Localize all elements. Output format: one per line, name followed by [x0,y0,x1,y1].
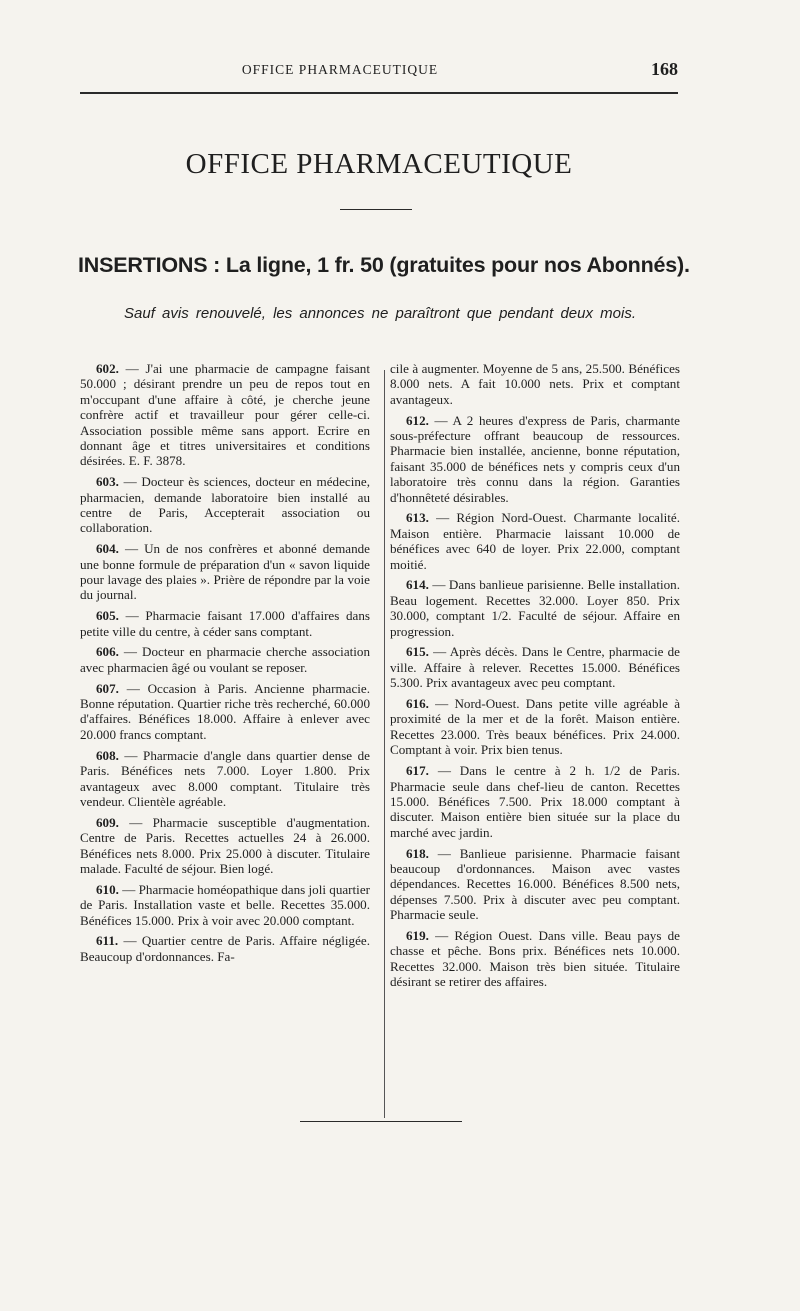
ad-text: — J'ai une pharmacie de campagne faisant 50.000 ; désirant prendre un peu de repos tout en m'occupant d'une affaire à côté, je cherche jeune confrère actif et travailleur pour gérer celle-ci. Association possible même sans apport. Ecrire en donnant âge et titres universitaires et conditions désirées. E. F. 3878. [80,361,370,469]
ad-number: 616. [406,696,429,712]
ad-number: 609. [96,814,119,830]
ad-text: — Après décès. Dans le Centre, pharmacie de ville. Affaire à relever. Recettes 15.000. Bénéfices 5.300. Prix avantageux avec peu comptant. [390,644,680,691]
ad-entry [390,696,680,758]
ad-text: — Région Nord-Ouest. Charmante localité. Maison entière. Pharmacie laissant 10.000 de bénéfices avec 640 de loyer. Prix 22.000, comptant moitié. [390,510,680,572]
ad-entry [80,541,370,603]
ad-entry [80,748,370,810]
ad-number: 612. [406,412,429,428]
ad-text: — Nord-Ouest. Dans petite ville agréable à proximité de la mer et de la forêt. Maison entière. Recettes 23.000. Très beaux bénéfices. Prix 24.000. Comptant à voir. Prix bien tenus. [390,696,680,758]
ad-entry [390,510,680,572]
ad-text: — Pharmacie susceptible d'augmentation. Centre de Paris. Recettes actuelles 24 à 26.000. Bénéfices nets 8.000. Prix 25.000 à discuter. Titulaire malade. Faculté de séjour. Bien logé. [80,814,370,876]
ad-text: — Pharmacie d'angle dans quartier dense de Paris. Bénéfices nets 7.000. Loyer 1.800. Prix avantageux avec 8.000 comptant. Titulaire très vendeur. Clientèle agréable. [80,747,370,809]
ad-text: — Banlieue parisienne. Pharmacie faisant beaucoup d'ordonnances. Maison avec vastes dépendances. Recettes 16.000. Bénéfices 8.500 nets, dépenses 7.500. Prix à discuter avec peu comptant. Pharmacie seule. [390,845,680,923]
ad-entry-continued [390,361,680,407]
ad-text: — Dans banlieue parisienne. Belle installation. Beau logement. Recettes 32.000. Loyer 850. Prix 30.000, comptant 1/2. Faculté de séjour. Affaire en progression. [390,577,680,639]
ad-text: — Docteur ès sciences, docteur en médecine, pharmacien, demande laboratoire bien installé au centre de Paris, Accepterait association ou collaboration. [80,474,370,536]
column-divider [384,370,385,1118]
ad-entry [390,846,680,923]
ad-entry [80,681,370,743]
ad-text: — A 2 heures d'express de Paris, charmante sous-préfecture offrant beaucoup de ressources. Pharmacie bien installée, ancienne, bonne réputation, faisant 35.000 de bénéfices nets y compris ceux d'un laboratoire très connu dans la région. Garanties d'honnêteté désirables. [390,412,680,505]
ad-text: — Pharmacie faisant 17.000 d'affaires dans petite ville du centre, à céder sans comptant. [80,608,370,639]
ad-entry [80,644,370,675]
running-title: OFFICE PHARMACEUTIQUE [241,62,439,77]
page-title: OFFICE PHARMACEUTIQUE [185,148,573,180]
ad-text: — Dans le centre à 2 h. 1/2 de Paris. Pharmacie seule dans chef-lieu de canton. Recettes 15.000. Bénéfices 7.500. Prix 18.000 comptant à discuter. Maison entière bien située sur la place du marché avec jardin. [390,763,680,840]
ad-number: 603. [96,474,119,490]
header-rule [80,92,678,94]
running-head [80,59,678,82]
ad-entry [80,474,370,536]
left-column [80,361,370,970]
ad-number: 605. [96,608,119,624]
ad-number: 614. [406,577,429,593]
ad-number: 604. [96,541,119,557]
ad-entry [390,763,680,840]
ad-entry [80,608,370,639]
notice: Sauf avis renouvelé, les annonces ne paraîtront que pendant deux mois. [124,305,636,322]
ad-text: — Région Ouest. Dans ville. Beau pays de chasse et pêche. Bons prix. Bénéfices nets 10.000. Recettes 32.000. Maison très bien située. Titulaire désirant se retirer des affaires. [390,927,680,990]
ad-text: — Pharmacie homéopathique dans joli quartier de Paris. Installation vaste et belle. Recettes 35.000. Bénéfices 15.000. Prix à voir avec 20.000 comptant. [80,881,370,928]
ad-number: 618. [406,845,429,861]
ad-entry [390,928,680,990]
ad-text: cile à augmenter. Moyenne de 5 ans, 25.500. Bénéfices 8.000 nets. A fait 10.000 nets. Prix et comptant avantageux. [390,361,680,407]
ad-entry [80,882,370,928]
right-column [390,361,680,995]
ad-entry [80,815,370,877]
ad-number: 610. [96,881,119,897]
ad-number: 606. [96,644,119,660]
ad-entry [80,933,370,964]
ad-number: 607. [96,680,119,696]
ad-text: — Un de nos confrères et abonné demande une bonne formule de préparation d'un « savon liquide pour lavage des plaies ». Prière de répondre par la voie du journal. [80,541,370,603]
ad-number: 617. [406,763,429,779]
ad-entry [390,413,680,505]
title-rule [340,209,412,210]
ad-text: — Docteur en pharmacie cherche association avec pharmacien âgé ou voulant se reposer. [80,644,370,675]
ad-entry [390,577,680,639]
ad-entry [390,644,680,690]
ad-number: 615. [406,644,429,660]
insertions-rate: INSERTIONS : La ligne, 1 fr. 50 (gratuites pour nos Abonnés). [78,253,690,277]
ad-number: 613. [406,510,429,526]
ad-number: 611. [96,933,119,949]
ad-text: — Quartier centre de Paris. Affaire négligée. Beaucoup d'ordonnances. Fa- [80,933,370,964]
footer-rule [300,1121,462,1122]
ad-number: 602. [96,361,119,376]
ad-number: 608. [96,747,119,763]
ad-number: 619. [406,927,429,943]
ad-entry [80,361,370,469]
page-number: 168 [651,59,678,79]
ad-text: — Occasion à Paris. Ancienne pharmacie. Bonne réputation. Quartier riche très recherché, 60.000 d'affaires. Bénéfices 18.000. Affaire à enlever avec 20.000 francs comptant. [80,680,370,742]
